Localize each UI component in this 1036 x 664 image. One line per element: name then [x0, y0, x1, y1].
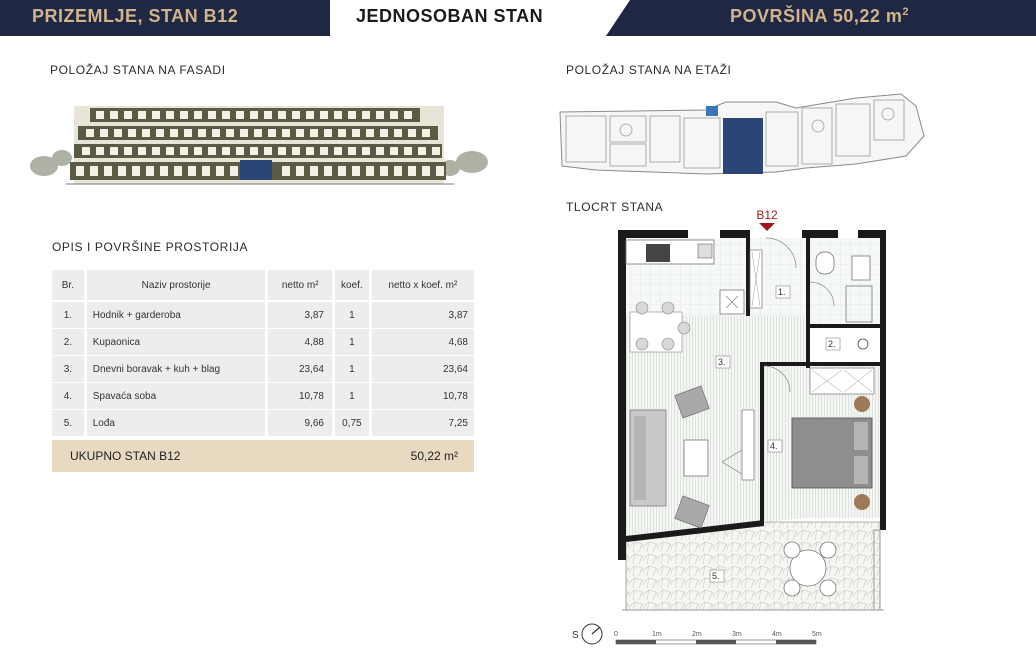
room-label-3: 3.: [718, 357, 726, 367]
unit-type-title: JEDNOSOBAN STAN: [356, 6, 544, 26]
room-weighted-area: 23,64: [372, 356, 474, 382]
room-name: Dnevni boravak + kuh + blag: [87, 356, 266, 382]
bathroom-sink: [852, 256, 870, 280]
unit-area-sup: 2: [902, 6, 910, 18]
room-weighted-area: 10,78: [372, 383, 474, 409]
table-section-label: OPIS I POVRŠINE PROSTORIJA: [52, 240, 249, 254]
room-number: 3.: [52, 356, 84, 382]
table-row: [52, 329, 474, 355]
facade-vegetation-right: [440, 151, 488, 176]
table-row: [52, 302, 474, 328]
scale-label-1: 1m: [652, 631, 662, 638]
unit-area-title: [730, 6, 909, 27]
room-number: 5.: [52, 410, 84, 436]
bedroom-wardrobe: [810, 368, 874, 394]
kitchen-sink: [698, 244, 712, 258]
cooktop: [646, 244, 670, 262]
nightstand-top: [854, 396, 870, 412]
room-name: Lođa: [87, 410, 266, 436]
coffee-table: [684, 440, 708, 476]
floor-section-label: POLOŽAJ STANA NA ETAŽI: [566, 63, 732, 77]
total-value: 50,22 m²: [410, 449, 458, 463]
facade-vegetation-left: [30, 150, 72, 176]
room-net-area: 4,88: [268, 329, 332, 355]
room-name: Kupaonica: [87, 329, 266, 355]
room-label-2: 2.: [828, 339, 836, 349]
header-room-name: Naziv prostorije: [87, 270, 266, 300]
facade-section-label: POLOŽAJ STANA NA FASADI: [50, 63, 226, 77]
north-arrow-label: S: [572, 630, 579, 641]
header-number: Br.: [52, 270, 84, 300]
facade-elevation-drawing: [30, 96, 490, 188]
scale-label-3: 3m: [732, 631, 742, 638]
room-coefficient: 0,75: [335, 410, 369, 436]
floor-unit-title: PRIZEMLJE, STAN B12: [32, 6, 239, 26]
unit-marker-label: B12: [756, 208, 778, 222]
room-coefficient: 1: [335, 356, 369, 382]
north-arrow-icon: [582, 624, 602, 644]
apartment-floor-plan: [560, 204, 920, 664]
room-coefficient: 1: [335, 383, 369, 409]
room-coefficient: 1: [335, 329, 369, 355]
washing-machine: [858, 339, 868, 349]
room-label-1: 1.: [778, 287, 786, 297]
room-label-4: 4.: [770, 441, 778, 451]
facade-unit-highlight: [240, 160, 272, 180]
table-header-row: [52, 270, 474, 300]
unit-marker-arrow-icon: [759, 223, 775, 231]
room-number: 1.: [52, 302, 84, 328]
room-net-area: 23,64: [268, 356, 332, 382]
room-coefficient: 1: [335, 302, 369, 328]
room-label-5: 5.: [712, 571, 720, 581]
table-total-row: [52, 440, 474, 472]
room-name: Spavaća soba: [87, 383, 266, 409]
room-number: 4.: [52, 383, 84, 409]
room-area-table: [52, 270, 474, 472]
floor-unit-highlight: [723, 118, 763, 174]
scale-label-2: 2m: [692, 631, 702, 638]
floor-key-plan: [556, 92, 928, 178]
unit-area-text: POVRŠINA 50,22 m: [730, 6, 903, 26]
plan-section-label: TLOCRT STANA: [566, 200, 664, 214]
room-net-area: 3,87: [268, 302, 332, 328]
scale-bar: [616, 640, 816, 644]
scale-label-0: 0: [614, 631, 618, 638]
table-row: [52, 410, 474, 436]
shower: [846, 286, 872, 322]
scale-label-5: 5m: [812, 631, 822, 638]
room-net-area: 10,78: [268, 383, 332, 409]
scale-label-4: 4m: [772, 631, 782, 638]
room-weighted-area: 3,87: [372, 302, 474, 328]
room-weighted-area: 7,25: [372, 410, 474, 436]
nightstand-bottom: [854, 494, 870, 510]
toilet: [816, 252, 834, 274]
room-name: Hodnik + garderoba: [87, 302, 266, 328]
total-label: UKUPNO STAN B12: [70, 449, 181, 463]
header-net-area: netto m²: [268, 270, 332, 300]
header-band: [0, 0, 1036, 36]
room-weighted-area: 4,68: [372, 329, 474, 355]
tv-unit: [742, 410, 754, 480]
header-weighted-area: netto x koef. m²: [372, 270, 474, 300]
table-row: [52, 383, 474, 409]
room-net-area: 9,66: [268, 410, 332, 436]
room-number: 2.: [52, 329, 84, 355]
header-coefficient: koef.: [335, 270, 369, 300]
table-row: [52, 356, 474, 382]
